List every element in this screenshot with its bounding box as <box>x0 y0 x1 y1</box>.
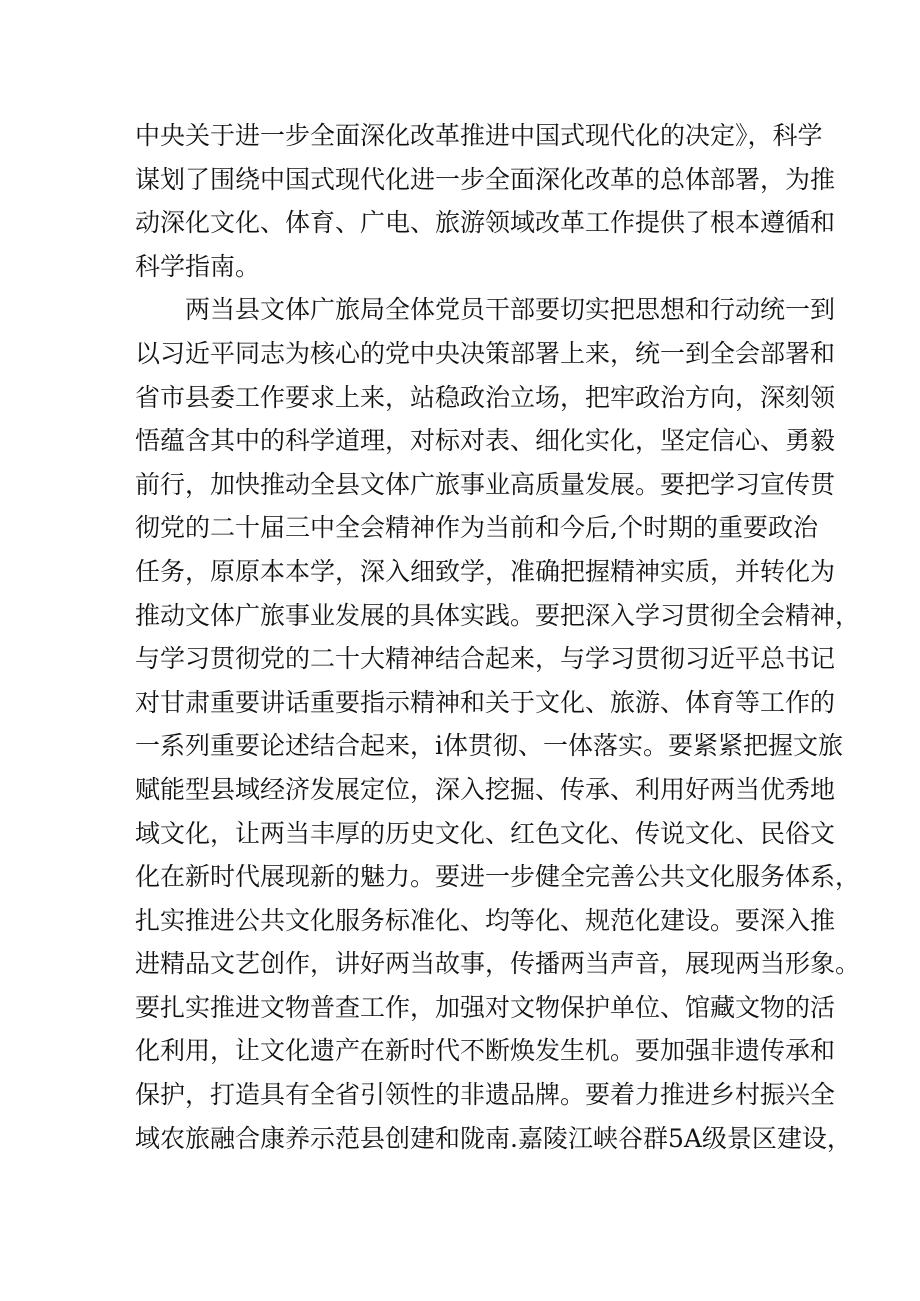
text-line: 赋能型县域经济发展定位，深入挖掘、传承、利用好两当优秀地 <box>135 774 836 804</box>
text-line: 彻党的二十届三中全会精神作为当前和今后,个时期的重要政治 <box>135 513 818 543</box>
text-line: 推动文体广旅事业发展的具体实践。要把深入学习贯彻全会精神， <box>135 600 861 630</box>
text-line: 域文化，让两当丰厚的历史文化、红色文化、传说文化、民俗文 <box>135 818 836 848</box>
text-line: 以习近平同志为核心的党中央决策部署上来，统一到全会部署和 <box>135 338 836 368</box>
text-line: 悟蕴含其中的科学道理，对标对表、细化实化，坚定信心、勇毅 <box>135 426 836 456</box>
text-line: 域农旅融合康养示范县创建和陇南.嘉陵江峡谷群5A级景区建设， <box>135 1123 852 1153</box>
document-body <box>135 114 861 1160</box>
text-line: 扎实推进公共文化服务标准化、均等化、规范化建设。要深入推 <box>135 905 836 935</box>
text-line: 动深化文化、体育、广电、旅游领域改革工作提供了根本遵循和 <box>135 208 836 238</box>
paragraph-2 <box>135 288 861 1160</box>
text-line: 前行，加快推动全县文体广旅事业高质量发展。要把学习宣传贯 <box>135 469 836 499</box>
text-line: 保护，打造具有全省引领性的非遗品牌。要着力推进乡村振兴全 <box>135 1080 836 1110</box>
text-line: 科学指南。 <box>135 251 261 281</box>
text-line: 谋划了围绕中国式现代化进一步全面深化改革的总体部署，为推 <box>135 164 836 194</box>
text-line: 与学习贯彻党的二十大精神结合起来，与学习贯彻习近平总书记 <box>135 644 836 674</box>
text-line: 两当县文体广旅局全体党员干部要切实把思想和行动统一到 <box>185 295 836 325</box>
text-line: 中央关于进一步全面深化改革推进中国式现代化的决定》，科学 <box>135 121 823 150</box>
text-line: 化利用，让文化遗产在新时代不断焕发生机。要加强非遗传承和 <box>135 1036 836 1066</box>
text-line: 任务，原原本本学，深入细致学，准确把握精神实质，并转化为 <box>135 556 836 586</box>
text-line: 一系列重要论述结合起来，i体贯彻、一体落实。要紧紧把握文旅 <box>135 731 843 761</box>
text-line: 化在新时代展现新的魅力。要进一步健全完善公共文化服务体系， <box>135 862 861 892</box>
text-line: 省市县委工作要求上来，站稳政治立场，把牢政治方向，深刻领 <box>135 382 836 412</box>
paragraph-1 <box>135 114 836 288</box>
text-line: 对甘肃重要讲话重要指示精神和关于文化、旅游、体育等工作的 <box>135 687 836 717</box>
text-line: 进精品文艺创作，讲好两当故事，传播两当声音，展现两当形象。 <box>135 949 861 979</box>
text-line: 要扎实推进文物普查工作，加强对文物保护单位、馆藏文物的活 <box>135 992 836 1022</box>
